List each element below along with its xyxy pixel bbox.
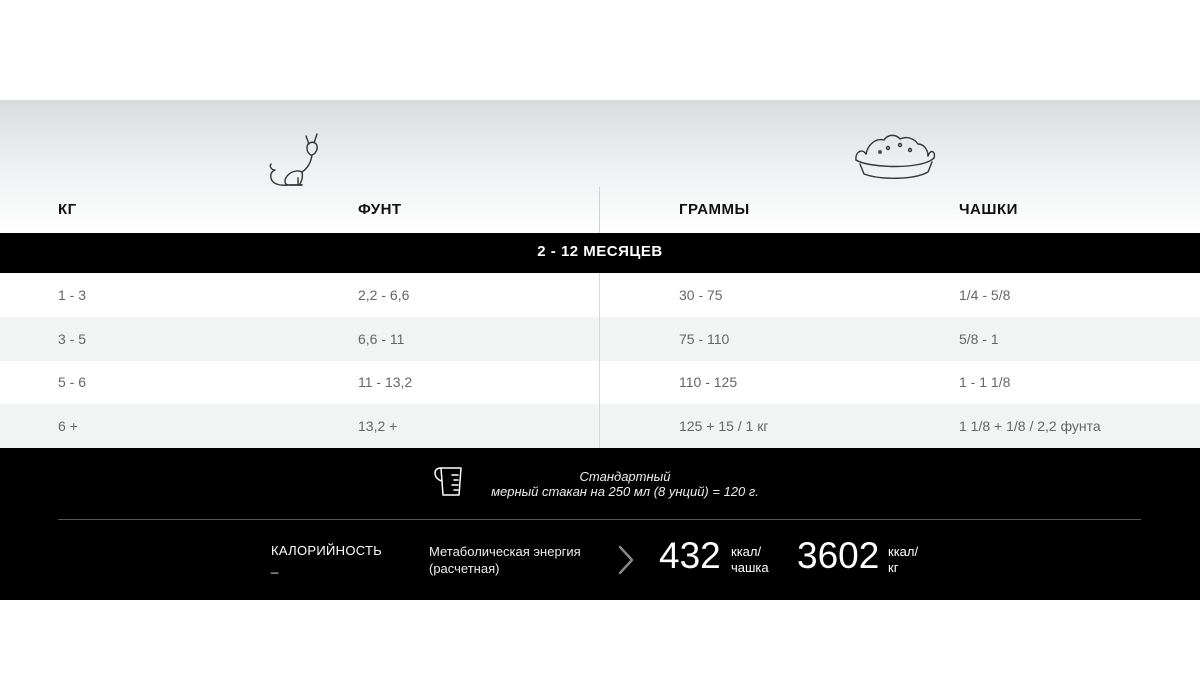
cup-note-line2: мерный стакан на 250 мл (8 унций) = 120 г.: [491, 484, 759, 499]
cell-lb: 11 - 13,2: [358, 374, 413, 390]
unit2-line1: ккал/: [888, 544, 919, 559]
cell-lb: 2,2 - 6,6: [358, 287, 410, 303]
col-header-kg: КГ: [58, 201, 77, 218]
col-header-cups: ЧАШКИ: [959, 201, 1018, 218]
cell-lb: 13,2 +: [358, 418, 398, 434]
table-row: [0, 404, 1200, 448]
calorie-label: КАЛОРИЙНОСТЬ: [271, 543, 383, 558]
chevron-right-icon: [615, 544, 637, 576]
cell-cups: 1 - 1 1/8: [959, 374, 1011, 390]
cell-cups: 5/8 - 1: [959, 331, 999, 347]
unit2-line2: кг: [888, 560, 899, 575]
cell-lb: 6,6 - 11: [358, 331, 405, 347]
table-row: [0, 317, 1200, 361]
age-group-band: 2 - 12 МЕСЯЦЕВ: [0, 233, 1200, 273]
measuring-cup-icon: [432, 464, 466, 498]
footer-panel: [0, 448, 1200, 600]
column-divider-body: [599, 273, 600, 448]
kcal-per-cup-value: 432: [659, 535, 721, 576]
kcal-per-kg-unit: [888, 544, 918, 576]
cell-kg: 6 +: [58, 418, 78, 434]
calorie-dash: _: [271, 559, 279, 574]
header-band: [0, 100, 1200, 233]
unit1-line2: чашка: [731, 560, 769, 575]
cell-grams: 75 - 110: [679, 331, 730, 347]
cell-grams: 30 - 75: [679, 287, 723, 303]
food-bowl-icon: [852, 128, 938, 182]
cell-cups: 1 1/8 + 1/8 / 2,2 фунта: [959, 418, 1101, 434]
cup-note-line1: Стандартный: [579, 469, 671, 484]
cell-cups: 1/4 - 5/8: [959, 287, 1011, 303]
cell-kg: 1 - 3: [58, 287, 87, 303]
cell-grams: 110 - 125: [679, 374, 738, 390]
kcal-per-cup-unit: [731, 544, 769, 576]
table-row: [0, 273, 1200, 317]
cat-icon: [262, 130, 324, 188]
cell-kg: 3 - 5: [58, 331, 87, 347]
footer-divider: [58, 519, 1141, 520]
energy-line1: Метаболическая энергия: [429, 544, 581, 559]
col-header-lb: ФУНТ: [358, 201, 402, 218]
cell-kg: 5 - 6: [58, 374, 87, 390]
table-row: [0, 360, 1200, 404]
energy-line2: (расчетная): [429, 561, 500, 576]
kcal-per-kg-value: 3602: [797, 535, 880, 576]
cell-grams: 125 + 15 / 1 кг: [679, 418, 769, 434]
measuring-cup-note: [470, 469, 780, 499]
energy-label: [429, 543, 581, 577]
unit1-line1: ккал/: [731, 544, 762, 559]
col-header-grams: ГРАММЫ: [679, 201, 750, 218]
